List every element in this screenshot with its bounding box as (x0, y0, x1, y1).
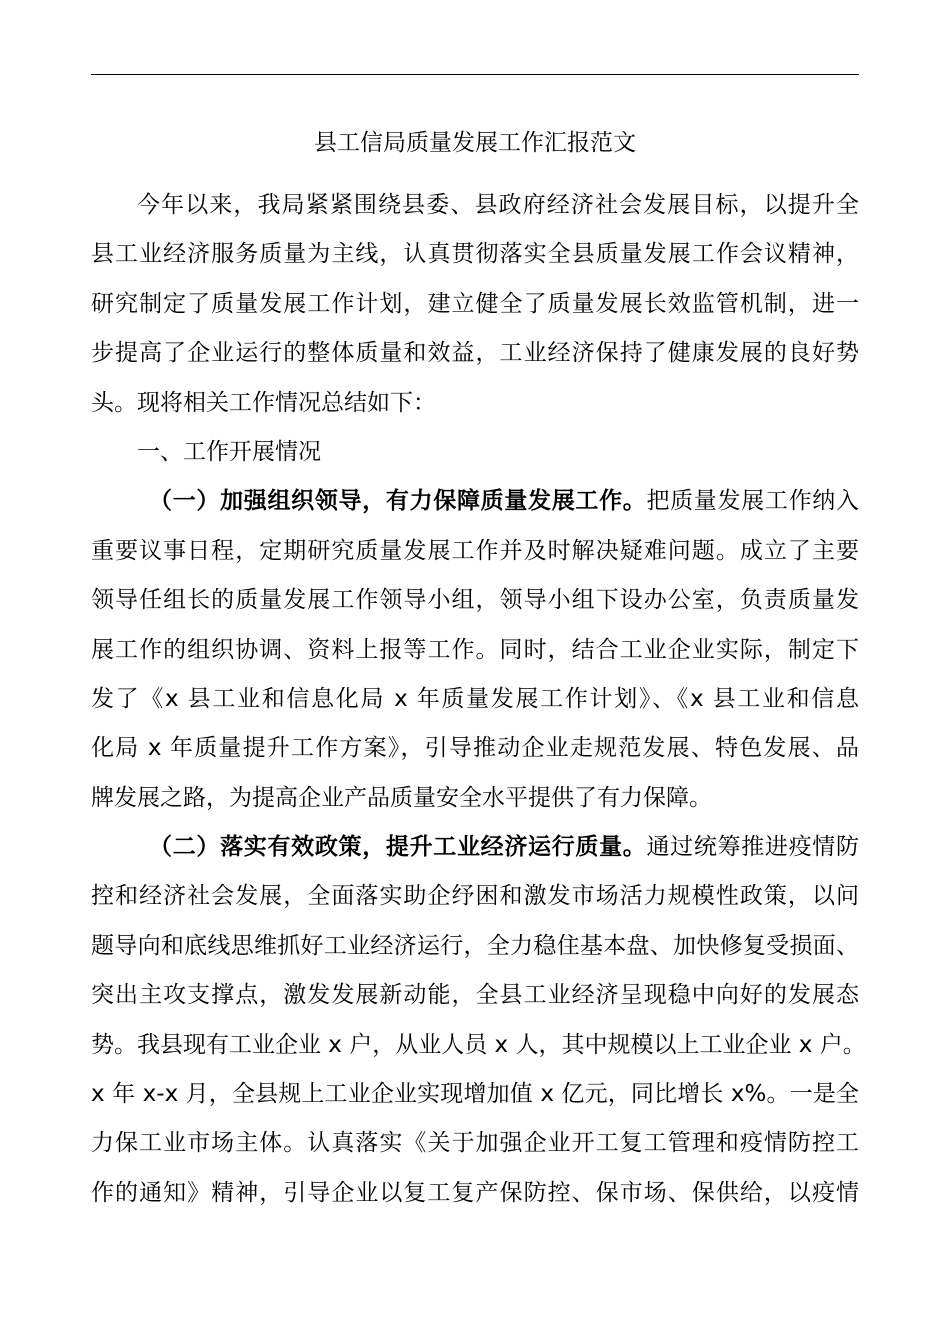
item-bold-title: （二）落实有效政策，提升工业经济运行质量。 (149, 834, 647, 861)
paragraph-line: x 年 x-x 月，全县规上工业企业实现增加值 x 亿元，同比增长 x%。一是全 (91, 1081, 859, 1108)
paragraph-line: 头。现将相关工作情况总结如下： (91, 389, 436, 416)
section-heading: 一、工作开展情况 (137, 438, 321, 465)
paragraph-line: 领导任组长的质量发展工作领导小组，领导小组下设办公室，负责质量发 (91, 587, 859, 614)
item-first-line-text: 通过统筹推进疫情防 (646, 834, 860, 861)
item-first-line-text: 把质量发展工作纳入 (646, 488, 860, 515)
paragraph-line: 研究制定了质量发展工作计划，建立健全了质量发展长效监管机制，进一 (91, 290, 859, 317)
item-bold-title: （一）加强组织领导，有力保障质量发展工作。 (149, 488, 647, 515)
item-heading-line (91, 823, 859, 872)
document-body (91, 181, 866, 1218)
paragraph-line: 力保工业市场主体。认真落实《关于加强企业开工复工管理和疫情防控工 (91, 1130, 859, 1157)
paragraph-line: 作的通知》精神，引导企业以复工复产保防控、保市场、保供给，以疫情 (91, 1179, 859, 1206)
paragraph-line: 步提高了企业运行的整体质量和效益，工业经济保持了健康发展的良好势 (91, 340, 859, 367)
paragraph-line: 县工业经济服务质量为主线，认真贯彻落实全县质量发展工作会议精神， (91, 241, 859, 268)
paragraph-line: 重要议事日程，定期研究质量发展工作并及时解决疑难问题。成立了主要 (91, 537, 859, 564)
document-title: 县工信局质量发展工作汇报范文 (314, 130, 636, 156)
paragraph-line: 题导向和底线思维抓好工业经济运行，全力稳住基本盘、加快修复受损面、 (91, 932, 859, 959)
paragraph-line: 势。我县现有工业企业 x 户，从业人员 x 人，其中规模以上工业企业 x 户。 (91, 1031, 866, 1058)
paragraph-line: 展工作的组织协调、资料上报等工作。同时，结合工业企业实际，制定下 (91, 636, 859, 663)
paragraph-line: 牌发展之路，为提高企业产品质量安全水平提供了有力保障。 (91, 784, 712, 811)
paragraph-line: 发了《x 县工业和信息化局 x 年质量发展工作计划》、《x 县工业和信息 (91, 685, 859, 712)
paragraph-line: 今年以来，我局紧紧围绕县委、县政府经济社会发展目标，以提升全 (137, 192, 859, 218)
header-rule (91, 74, 859, 75)
paragraph-line: 控和经济社会发展，全面落实助企纾困和激发市场活力规模性政策，以问 (91, 883, 859, 910)
paragraph-line: 突出主攻支撑点，激发发展新动能，全县工业经济呈现稳中向好的发展态 (91, 982, 859, 1009)
item-heading-line (91, 477, 859, 526)
paragraph-line: 化局 x 年质量提升工作方案》，引导推动企业走规范发展、特色发展、品 (91, 735, 859, 762)
